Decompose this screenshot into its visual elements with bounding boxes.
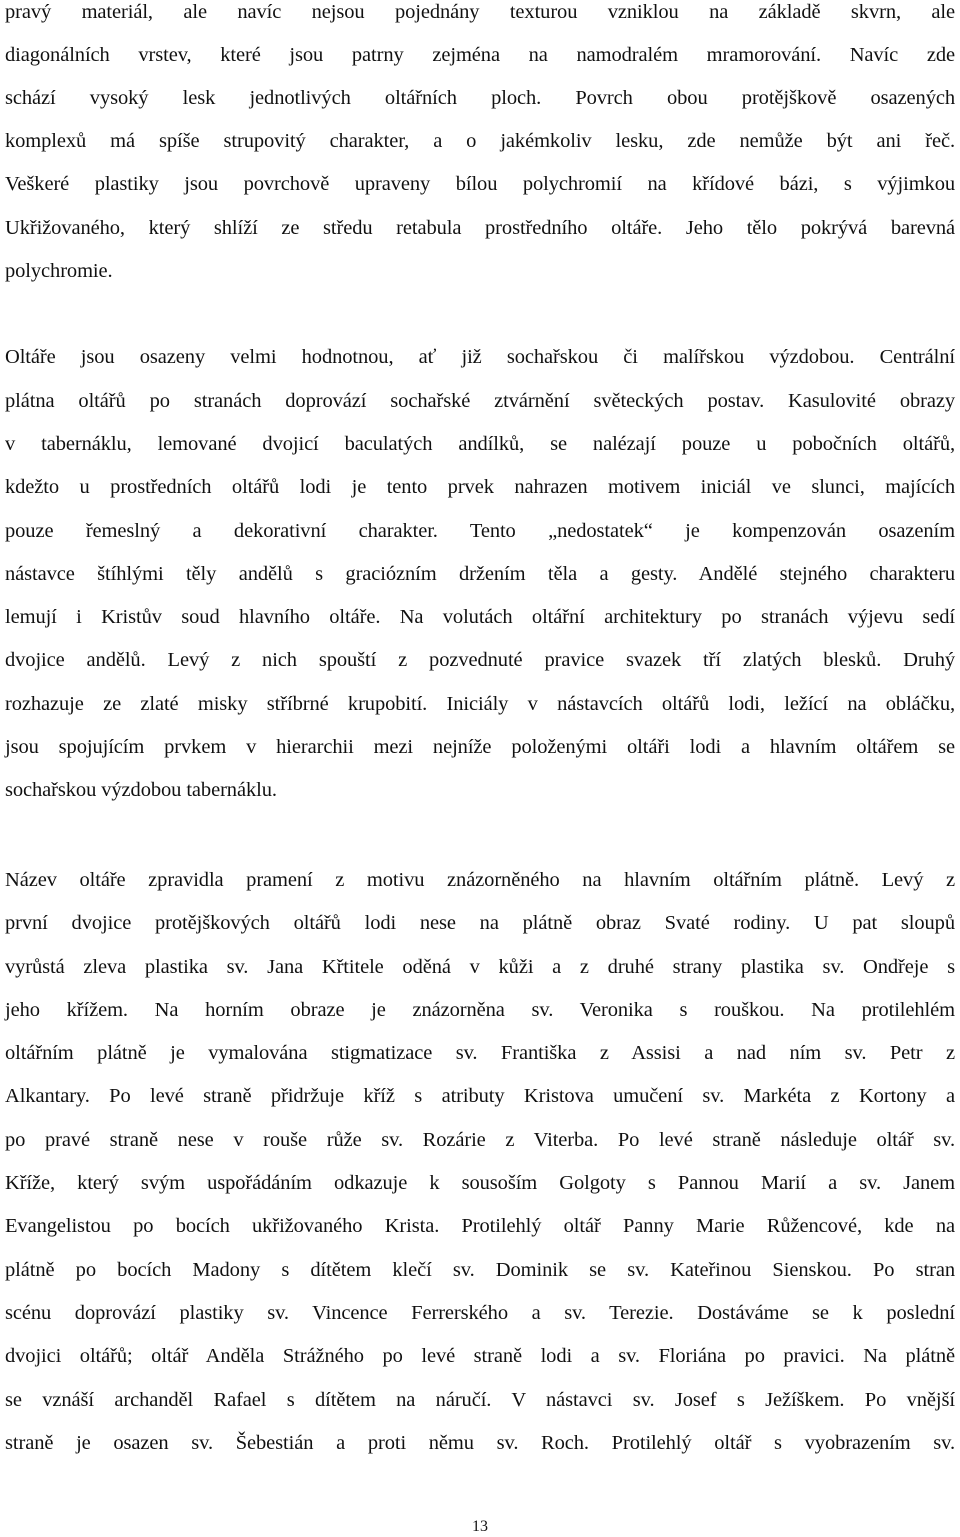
text-line: pouze řemeslný a dekorativní charakter. Tento „nedostatek“ je kompenzován osazením bbox=[5, 520, 955, 542]
text-line: lemují i Kristův soud hlavního oltáře. Na volutách oltářní architektury po stranách výjevu sedí bbox=[5, 606, 955, 628]
page-number: 13 bbox=[472, 1518, 488, 1535]
text-line: Veškeré plastiky jsou povrchově upraveny bílou polychromií na křídové bázi, s výjimkou bbox=[5, 173, 955, 195]
text-line: polychromie. bbox=[5, 260, 113, 282]
text-line: schází vysoký lesk jednotlivých oltářních ploch. Povrch obou protějškově osazených bbox=[5, 87, 955, 109]
text-line: dvojice andělů. Levý z nich spouští z pozvednuté pravice svazek tří zlatých blesků. Druhý bbox=[5, 649, 955, 671]
text-line: sochařskou výzdobou tabernáklu. bbox=[5, 779, 277, 801]
text-line: komplexů má spíše strupovitý charakter, a o jakémkoliv lesku, zde nemůže být ani řeč. bbox=[5, 130, 955, 152]
text-line: oltářním plátně je vymalována stigmatizace sv. Františka z Assisi a nad ním sv. Petr z bbox=[5, 1042, 955, 1064]
text-line: diagonálních vrstev, které jsou patrny zejména na namodralém mramorování. Navíc zde bbox=[5, 44, 955, 66]
text-line: Oltáře jsou osazeny velmi hodnotnou, ať již sochařskou či malířskou výzdobou. Centrální bbox=[5, 346, 955, 368]
text-line: v tabernáklu, lemované dvojicí baculatých andílků, se nalézají pouze u pobočních oltářů, bbox=[5, 433, 955, 455]
text-line: jeho křížem. Na horním obraze je znázorněna sv. Veronika s rouškou. Na protilehlém bbox=[5, 999, 955, 1021]
text-line: první dvojice protějškových oltářů lodi nese na plátně obraz Svaté rodiny. U pat sloupů bbox=[5, 912, 955, 934]
text-line: pravý materiál, ale navíc nejsou pojednány texturou vzniklou na základě skvrn, ale bbox=[5, 1, 955, 23]
text-line: se vznáší archanděl Rafael s dítětem na náručí. V nástavci sv. Josef s Ježíškem. Po vnější bbox=[5, 1389, 955, 1411]
text-line: dvojici oltářů; oltář Anděla Strážného po levé straně lodi a sv. Floriána po pravici. Na plátně bbox=[5, 1345, 955, 1367]
text-line: vyrůstá zleva plastika sv. Jana Křtitele oděná v kůži a z druhé strany plastika sv. Ondřeje s bbox=[5, 956, 955, 978]
text-line: Evangelistou po bocích ukřižovaného Krista. Protilehlý oltář Panny Marie Růžencové, kde na bbox=[5, 1215, 955, 1237]
text-line: scénu doprovází plastiky sv. Vincence Ferrerského a sv. Terezie. Dostáváme se k poslední bbox=[5, 1302, 955, 1324]
text-line: straně je osazen sv. Šebestián a proti němu sv. Roch. Protilehlý oltář s vyobrazením sv. bbox=[5, 1432, 955, 1454]
text-line: nástavce štíhlými těly andělů s graciózním držením těla a gesty. Andělé stejného charakteru bbox=[5, 563, 955, 585]
text-line: jsou spojujícím prvkem v hierarchii mezi nejníže položenými oltáři lodi a hlavním oltářem se bbox=[5, 736, 955, 758]
text-line: Ukřižovaného, který shlíží ze středu retabula prostředního oltáře. Jeho tělo pokrývá barevná bbox=[5, 217, 955, 239]
text-line: Alkantary. Po levé straně přidržuje kříž s atributy Kristova umučení sv. Markéta z Kortony a bbox=[5, 1085, 955, 1107]
text-line: po pravé straně nese v rouše růže sv. Rozárie z Viterba. Po levé straně následuje oltář sv. bbox=[5, 1129, 955, 1151]
text-line: Název oltáře zpravidla pramení z motivu znázorněného na hlavním oltářním plátně. Levý z bbox=[5, 869, 955, 891]
text-line: plátně po bocích Madony s dítětem klečí sv. Dominik se sv. Kateřinou Sienskou. Po stran bbox=[5, 1259, 955, 1281]
text-line: Kříže, který svým uspořádáním odkazuje k sousoším Golgoty s Pannou Marií a sv. Janem bbox=[5, 1172, 955, 1194]
text-line: kdežto u prostředních oltářů lodi je tento prvek nahrazen motivem iniciál ve slunci, majících bbox=[5, 476, 955, 498]
text-line: plátna oltářů po stranách doprovází sochařské ztvárnění světeckých postav. Kasulovité obrazy bbox=[5, 390, 955, 412]
text-line: rozhazuje ze zlaté misky stříbrné krupobití. Iniciály v nástavcích oltářů lodi, ležící na obláčku, bbox=[5, 693, 955, 715]
